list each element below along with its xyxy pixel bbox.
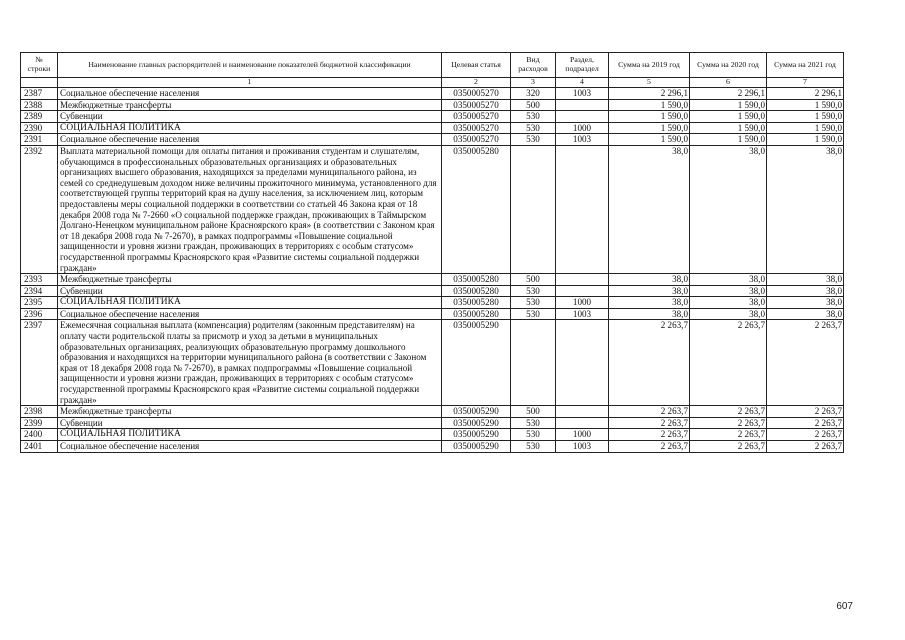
sum-2020: 38,0 [690, 274, 767, 286]
table-row [21, 88, 844, 100]
expense-type: 530 [511, 134, 556, 146]
sum-2021: 38,0 [767, 297, 844, 309]
table-row [21, 145, 844, 273]
header-name: Наименование главных распорядителей и наименование показателей бюджетной классификации [58, 53, 442, 78]
section-code: 1003 [556, 88, 609, 100]
target-article: 0350005270 [442, 134, 511, 146]
sum-2019: 2 263,7 [609, 417, 690, 429]
section-code [556, 99, 609, 111]
target-article: 0350005290 [442, 429, 511, 441]
budget-table [20, 52, 844, 453]
expense-type: 530 [511, 122, 556, 134]
section-code [556, 406, 609, 418]
sum-2020: 1 590,0 [690, 99, 767, 111]
table-body [21, 88, 844, 453]
row-number: 2392 [21, 145, 58, 273]
expense-type: 500 [511, 274, 556, 286]
row-number: 2398 [21, 406, 58, 418]
column-number-row [21, 78, 844, 88]
row-number: 2387 [21, 88, 58, 100]
column-number: 7 [767, 78, 844, 88]
page-number: 607 [836, 601, 853, 612]
target-article: 0350005280 [442, 297, 511, 309]
header-expense-type: Вид расходов [511, 53, 556, 78]
header-row-number: № строки [21, 53, 58, 78]
expense-type: 530 [511, 308, 556, 320]
row-number: 2393 [21, 274, 58, 286]
sum-2021: 2 296,1 [767, 88, 844, 100]
expense-type: 530 [511, 285, 556, 297]
sum-2021: 38,0 [767, 308, 844, 320]
section-code [556, 285, 609, 297]
sum-2021: 2 263,7 [767, 429, 844, 441]
sum-2019: 38,0 [609, 308, 690, 320]
sum-2021: 1 590,0 [767, 111, 844, 123]
target-article: 0350005270 [442, 99, 511, 111]
target-article: 0350005290 [442, 417, 511, 429]
row-name: Социальное обеспечение населения [58, 88, 442, 100]
sum-2021: 2 263,7 [767, 417, 844, 429]
expense-type [511, 320, 556, 406]
sum-2019: 2 263,7 [609, 429, 690, 441]
table-row [21, 111, 844, 123]
expense-type: 500 [511, 99, 556, 111]
header-section: Раздел, подраздел [556, 53, 609, 78]
target-article: 0350005270 [442, 122, 511, 134]
sum-2021: 2 263,7 [767, 320, 844, 406]
target-article: 0350005290 [442, 320, 511, 406]
target-article: 0350005270 [442, 111, 511, 123]
expense-type: 320 [511, 88, 556, 100]
table-row [21, 406, 844, 418]
row-number: 2389 [21, 111, 58, 123]
row-name: Социальное обеспечение населения [58, 134, 442, 146]
sum-2020: 2 263,7 [690, 417, 767, 429]
sum-2019: 38,0 [609, 274, 690, 286]
header-sum-2020: Сумма на 2020 год [690, 53, 767, 78]
sum-2019: 38,0 [609, 297, 690, 309]
row-name: Межбюджетные трансферты [58, 99, 442, 111]
section-code: 1003 [556, 308, 609, 320]
table-row [21, 441, 844, 453]
target-article: 0350005280 [442, 308, 511, 320]
row-name: Социальное обеспечение населения [58, 308, 442, 320]
sum-2020: 38,0 [690, 285, 767, 297]
sum-2020: 1 590,0 [690, 111, 767, 123]
table-row [21, 122, 844, 134]
table-row [21, 320, 844, 406]
table-row [21, 297, 844, 309]
row-name: Социальное обеспечение населения [58, 441, 442, 453]
sum-2020: 2 263,7 [690, 429, 767, 441]
section-code: 1000 [556, 297, 609, 309]
table-row [21, 417, 844, 429]
sum-2019: 1 590,0 [609, 122, 690, 134]
target-article: 0350005270 [442, 88, 511, 100]
expense-type [511, 145, 556, 273]
section-code: 1000 [556, 429, 609, 441]
sum-2020: 38,0 [690, 145, 767, 273]
row-name: Межбюджетные трансферты [58, 274, 442, 286]
target-article: 0350005280 [442, 285, 511, 297]
row-number: 2397 [21, 320, 58, 406]
sum-2020: 38,0 [690, 297, 767, 309]
header-sum-2019: Сумма на 2019 год [609, 53, 690, 78]
column-number: 5 [609, 78, 690, 88]
sum-2019: 2 263,7 [609, 406, 690, 418]
row-number: 2391 [21, 134, 58, 146]
section-code: 1003 [556, 441, 609, 453]
row-number: 2396 [21, 308, 58, 320]
sum-2020: 2 263,7 [690, 441, 767, 453]
target-article: 0350005290 [442, 441, 511, 453]
section-code: 1003 [556, 134, 609, 146]
header-target-article: Целевая статья [442, 53, 511, 78]
section-code [556, 417, 609, 429]
table-row [21, 285, 844, 297]
expense-type: 500 [511, 406, 556, 418]
row-name: СОЦИАЛЬНАЯ ПОЛИТИКА [58, 122, 442, 134]
row-name: Субвенции [58, 285, 442, 297]
sum-2020: 1 590,0 [690, 122, 767, 134]
row-number: 2395 [21, 297, 58, 309]
header-sum-2021: Сумма на 2021 год [767, 53, 844, 78]
expense-type: 530 [511, 297, 556, 309]
sum-2019: 2 263,7 [609, 320, 690, 406]
sum-2021: 2 263,7 [767, 406, 844, 418]
row-number: 2399 [21, 417, 58, 429]
row-number: 2400 [21, 429, 58, 441]
sum-2020: 2 263,7 [690, 320, 767, 406]
row-name: СОЦИАЛЬНАЯ ПОЛИТИКА [58, 429, 442, 441]
sum-2021: 1 590,0 [767, 99, 844, 111]
column-number: 4 [556, 78, 609, 88]
row-name: Субвенции [58, 111, 442, 123]
sum-2020: 2 263,7 [690, 406, 767, 418]
section-code [556, 320, 609, 406]
row-number: 2390 [21, 122, 58, 134]
sum-2019: 1 590,0 [609, 134, 690, 146]
row-number: 2394 [21, 285, 58, 297]
table-row [21, 99, 844, 111]
table-row [21, 134, 844, 146]
table-row [21, 429, 844, 441]
column-number: 2 [442, 78, 511, 88]
sum-2020: 2 296,1 [690, 88, 767, 100]
table-header [21, 53, 844, 88]
sum-2020: 38,0 [690, 308, 767, 320]
row-name: Выплата материальной помощи для оплаты питания и проживания студентам и слушателям, обучающимся в профессиональных образовательных организациях и образовательных организациях высшего образования, находящихся за пределами муниципального района, из семей со среднедушевым доходом ниже величины прожиточного минимума, установленного для соответствующей группы территорий края на душу населения, за исключением лиц, которым предоставлены меры социальной поддержки в соответствии со статьей 46 Закона края от 18 декабря 2008 года № 7-2660 «О социальной поддержке граждан, проживающих в Таймырском Долгано-Ненецком муниципальном районе Красноярского края» (в соответствии с Законом края от 18 декабря 2008 года № 7-2670), в рамках подпрограммы «Повышение социальной защищенности и уровня жизни граждан, проживающих в территориях с особым статусом» государственной программы Красноярского края «Развитие системы социальной поддержки граждан» [58, 145, 442, 273]
sum-2021: 38,0 [767, 285, 844, 297]
expense-type: 530 [511, 441, 556, 453]
table-row [21, 274, 844, 286]
sum-2021: 1 590,0 [767, 122, 844, 134]
target-article: 0350005280 [442, 145, 511, 273]
sum-2019: 1 590,0 [609, 99, 690, 111]
target-article: 0350005290 [442, 406, 511, 418]
column-number: 1 [58, 78, 442, 88]
column-number: 6 [690, 78, 767, 88]
expense-type: 530 [511, 111, 556, 123]
expense-type: 530 [511, 417, 556, 429]
row-number: 2388 [21, 99, 58, 111]
section-code [556, 145, 609, 273]
sum-2019: 2 263,7 [609, 441, 690, 453]
row-number: 2401 [21, 441, 58, 453]
sum-2020: 1 590,0 [690, 134, 767, 146]
column-number: 3 [511, 78, 556, 88]
sum-2021: 2 263,7 [767, 441, 844, 453]
sum-2021: 1 590,0 [767, 134, 844, 146]
sum-2019: 2 296,1 [609, 88, 690, 100]
row-name: СОЦИАЛЬНАЯ ПОЛИТИКА [58, 297, 442, 309]
table-row [21, 308, 844, 320]
sum-2021: 38,0 [767, 145, 844, 273]
target-article: 0350005280 [442, 274, 511, 286]
sum-2021: 38,0 [767, 274, 844, 286]
sum-2019: 38,0 [609, 285, 690, 297]
row-name: Ежемесячная социальная выплата (компенсация) родителям (законным представителям) на оплату части родительской платы за присмотр и уход за детьми в муниципальных образовательных организациях, реализующих образовательную программу дошкольного образования и находящихся на территории муниципального района (в соответствии с Законом края от 18 декабря 2008 года № 7-2670), в рамках подпрограммы «Повышение социальной защищенности и уровня жизни граждан, проживающих в территориях с особым статусом» государственной программы Красноярского края «Развитие системы социальной поддержки граждан» [58, 320, 442, 406]
section-code [556, 274, 609, 286]
row-name: Субвенции [58, 417, 442, 429]
row-name: Межбюджетные трансферты [58, 406, 442, 418]
sum-2019: 38,0 [609, 145, 690, 273]
section-code [556, 111, 609, 123]
section-code: 1000 [556, 122, 609, 134]
expense-type: 530 [511, 429, 556, 441]
sum-2019: 1 590,0 [609, 111, 690, 123]
column-number [21, 78, 58, 88]
